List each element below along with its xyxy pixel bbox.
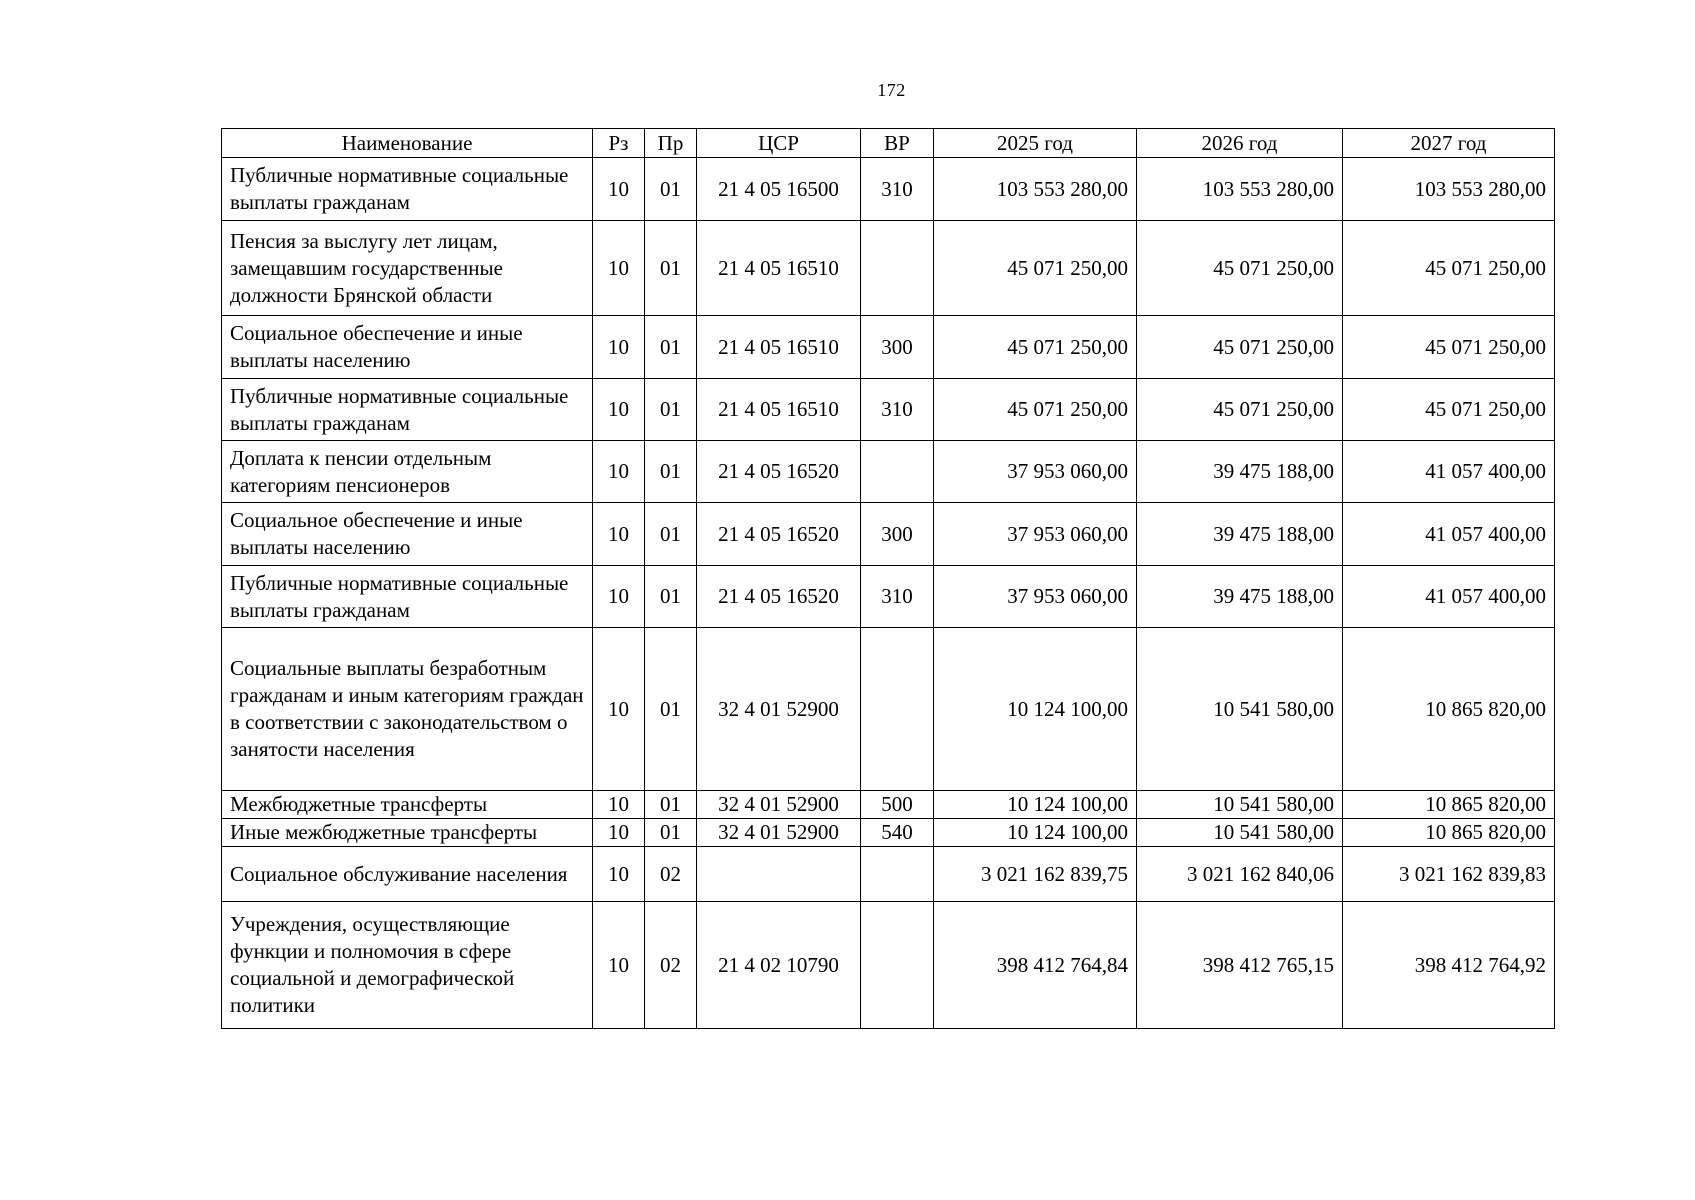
cell-name: Межбюджетные трансферты — [222, 791, 593, 819]
page-number: 172 — [877, 80, 906, 100]
header-rz: Рз — [593, 129, 645, 158]
budget-table — [221, 128, 1555, 1029]
cell-name: Социальное обеспечение и иные выплаты населению — [222, 503, 593, 566]
cell-name: Доплата к пенсии отдельным категориям пенсионеров — [222, 441, 593, 503]
cell-2027: 45 071 250,00 — [1343, 221, 1555, 316]
cell-2026: 398 412 765,15 — [1137, 902, 1343, 1029]
cell-pr: 01 — [645, 566, 697, 628]
table-row — [222, 819, 1555, 847]
cell-csr: 21 4 05 16510 — [697, 316, 861, 379]
cell-name: Публичные нормативные социальные выплаты гражданам — [222, 566, 593, 628]
cell-pr: 01 — [645, 316, 697, 379]
cell-pr: 01 — [645, 158, 697, 221]
cell-name: Социальное обслуживание населения — [222, 847, 593, 902]
cell-pr: 01 — [645, 819, 697, 847]
cell-2027: 41 057 400,00 — [1343, 566, 1555, 628]
cell-vr — [861, 441, 934, 503]
cell-2027: 3 021 162 839,83 — [1343, 847, 1555, 902]
cell-rz: 10 — [593, 221, 645, 316]
table-row — [222, 847, 1555, 902]
cell-vr: 310 — [861, 158, 934, 221]
cell-pr: 02 — [645, 902, 697, 1029]
table-row — [222, 628, 1555, 791]
cell-csr — [697, 847, 861, 902]
cell-2027: 10 865 820,00 — [1343, 628, 1555, 791]
cell-rz: 10 — [593, 158, 645, 221]
cell-rz: 10 — [593, 441, 645, 503]
table-row — [222, 316, 1555, 379]
cell-2025: 398 412 764,84 — [934, 902, 1137, 1029]
cell-2026: 103 553 280,00 — [1137, 158, 1343, 221]
table-header-row — [222, 129, 1555, 158]
cell-2027: 103 553 280,00 — [1343, 158, 1555, 221]
cell-rz: 10 — [593, 902, 645, 1029]
cell-vr — [861, 221, 934, 316]
cell-csr: 21 4 05 16510 — [697, 221, 861, 316]
cell-2025: 45 071 250,00 — [934, 221, 1137, 316]
cell-pr: 01 — [645, 628, 697, 791]
cell-2027: 41 057 400,00 — [1343, 503, 1555, 566]
cell-csr: 32 4 01 52900 — [697, 628, 861, 791]
cell-2025: 45 071 250,00 — [934, 316, 1137, 379]
cell-rz: 10 — [593, 819, 645, 847]
table-row — [222, 791, 1555, 819]
cell-pr: 01 — [645, 441, 697, 503]
table-row — [222, 902, 1555, 1029]
cell-vr: 540 — [861, 819, 934, 847]
table-row — [222, 441, 1555, 503]
cell-csr: 21 4 05 16520 — [697, 566, 861, 628]
cell-2026: 10 541 580,00 — [1137, 628, 1343, 791]
cell-2026: 45 071 250,00 — [1137, 221, 1343, 316]
table-row — [222, 158, 1555, 221]
cell-vr — [861, 628, 934, 791]
cell-csr: 21 4 05 16500 — [697, 158, 861, 221]
header-2026: 2026 год — [1137, 129, 1343, 158]
cell-name: Социальные выплаты безработным гражданам и иным категориям граждан в соответствии с законодательством о занятости населения — [222, 628, 593, 791]
cell-pr: 02 — [645, 847, 697, 902]
cell-vr: 310 — [861, 566, 934, 628]
cell-csr: 21 4 02 10790 — [697, 902, 861, 1029]
cell-2027: 41 057 400,00 — [1343, 441, 1555, 503]
header-pr: Пр — [645, 129, 697, 158]
cell-2025: 103 553 280,00 — [934, 158, 1137, 221]
cell-vr — [861, 847, 934, 902]
cell-2025: 37 953 060,00 — [934, 441, 1137, 503]
cell-2025: 45 071 250,00 — [934, 379, 1137, 441]
cell-rz: 10 — [593, 847, 645, 902]
cell-rz: 10 — [593, 503, 645, 566]
cell-name: Социальное обеспечение и иные выплаты населению — [222, 316, 593, 379]
cell-rz: 10 — [593, 379, 645, 441]
cell-2026: 39 475 188,00 — [1137, 566, 1343, 628]
cell-csr: 21 4 05 16520 — [697, 503, 861, 566]
cell-name: Публичные нормативные социальные выплаты гражданам — [222, 158, 593, 221]
header-vr: ВР — [861, 129, 934, 158]
table-row — [222, 566, 1555, 628]
cell-name: Иные межбюджетные трансферты — [222, 819, 593, 847]
cell-name: Учреждения, осуществляющие функции и полномочия в сфере социальной и демографической политики — [222, 902, 593, 1029]
header-name: Наименование — [222, 129, 593, 158]
cell-2026: 39 475 188,00 — [1137, 503, 1343, 566]
cell-pr: 01 — [645, 503, 697, 566]
cell-2026: 45 071 250,00 — [1137, 379, 1343, 441]
cell-2025: 37 953 060,00 — [934, 566, 1137, 628]
cell-2025: 3 021 162 839,75 — [934, 847, 1137, 902]
cell-csr: 21 4 05 16510 — [697, 379, 861, 441]
cell-2025: 10 124 100,00 — [934, 628, 1137, 791]
cell-rz: 10 — [593, 566, 645, 628]
table-row — [222, 379, 1555, 441]
header-2027: 2027 год — [1343, 129, 1555, 158]
table-row — [222, 503, 1555, 566]
header-2025: 2025 год — [934, 129, 1137, 158]
cell-2027: 10 865 820,00 — [1343, 791, 1555, 819]
cell-2025: 10 124 100,00 — [934, 819, 1137, 847]
cell-name: Пенсия за выслугу лет лицам, замещавшим государственные должности Брянской области — [222, 221, 593, 316]
cell-rz: 10 — [593, 791, 645, 819]
cell-2026: 10 541 580,00 — [1137, 791, 1343, 819]
cell-2027: 10 865 820,00 — [1343, 819, 1555, 847]
cell-pr: 01 — [645, 221, 697, 316]
cell-csr: 32 4 01 52900 — [697, 819, 861, 847]
cell-name: Публичные нормативные социальные выплаты гражданам — [222, 379, 593, 441]
cell-vr: 300 — [861, 316, 934, 379]
cell-2026: 10 541 580,00 — [1137, 819, 1343, 847]
cell-rz: 10 — [593, 628, 645, 791]
header-csr: ЦСР — [697, 129, 861, 158]
cell-vr: 500 — [861, 791, 934, 819]
table-row — [222, 221, 1555, 316]
cell-pr: 01 — [645, 379, 697, 441]
cell-2027: 45 071 250,00 — [1343, 316, 1555, 379]
cell-rz: 10 — [593, 316, 645, 379]
cell-pr: 01 — [645, 791, 697, 819]
cell-vr: 310 — [861, 379, 934, 441]
cell-2027: 398 412 764,92 — [1343, 902, 1555, 1029]
cell-2027: 45 071 250,00 — [1343, 379, 1555, 441]
cell-2026: 39 475 188,00 — [1137, 441, 1343, 503]
cell-csr: 21 4 05 16520 — [697, 441, 861, 503]
cell-csr: 32 4 01 52900 — [697, 791, 861, 819]
cell-vr — [861, 902, 934, 1029]
cell-2026: 45 071 250,00 — [1137, 316, 1343, 379]
cell-2026: 3 021 162 840,06 — [1137, 847, 1343, 902]
cell-2025: 37 953 060,00 — [934, 503, 1137, 566]
cell-2025: 10 124 100,00 — [934, 791, 1137, 819]
cell-vr: 300 — [861, 503, 934, 566]
